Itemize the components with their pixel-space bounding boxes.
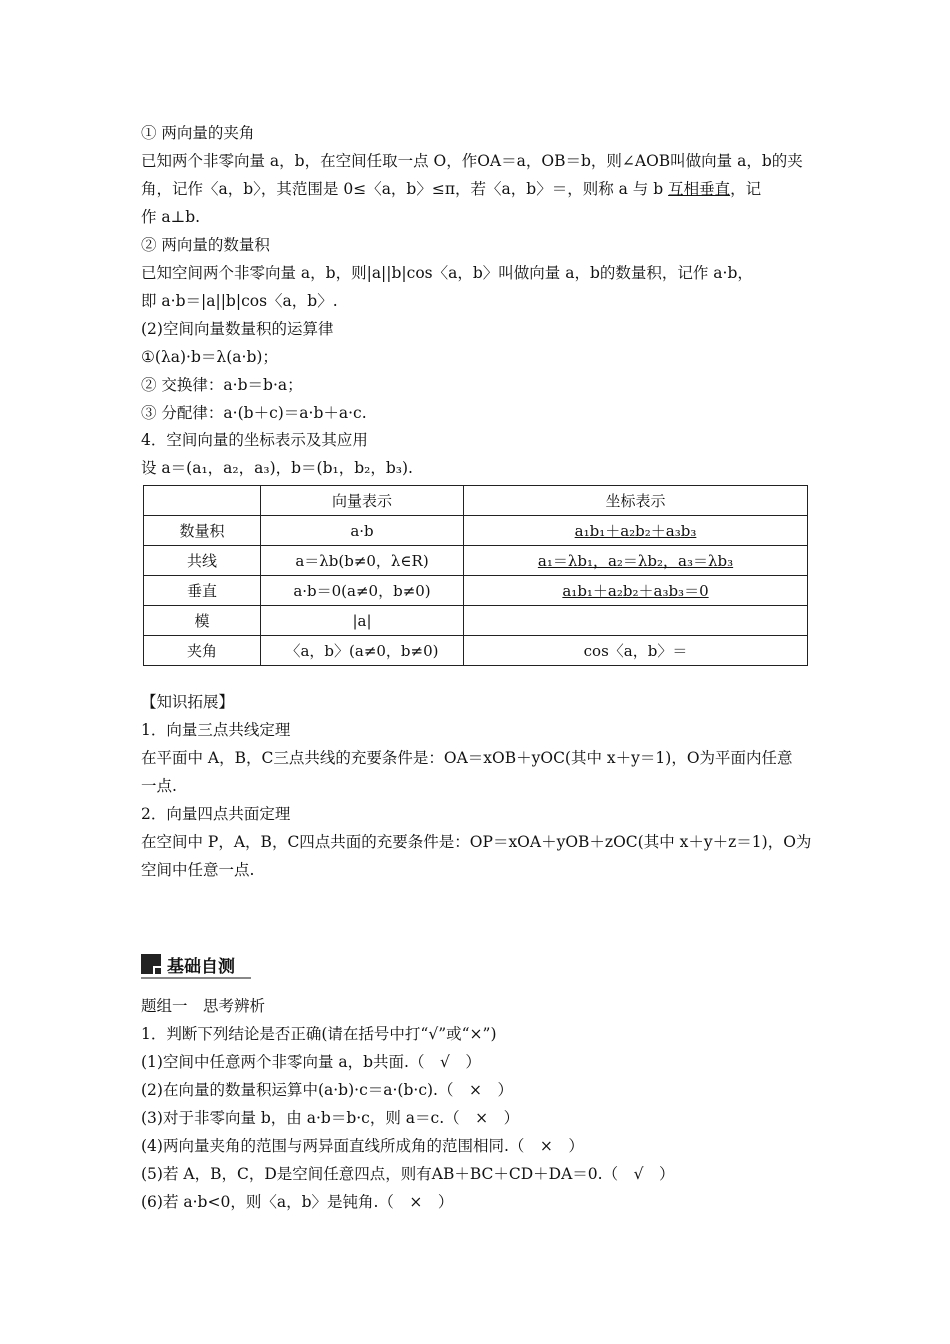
question-item: (1)空间中任意两个非零向量 a，b共面.（ √ ） <box>141 1053 481 1071</box>
table-header-cell <box>144 486 261 516</box>
theorem-coplanar-text-cont: 空间中任意一点. <box>141 861 255 879</box>
question-item: (6)若 a·b<0，则〈a，b〉是钝角.（ × ） <box>141 1193 454 1211</box>
law-commutative: ② 交换律：a·b＝b·a； <box>141 376 303 394</box>
table-row <box>144 546 808 576</box>
section-title: 基础自测 <box>167 956 235 977</box>
row-label: 垂直 <box>144 576 261 606</box>
blank-answer-perpendicular: 互相垂直 <box>668 180 731 198</box>
paragraph-angle-def-cont <box>141 179 761 199</box>
paragraph-angle-def: 已知两个非零向量 a，b，在空间任取一点 O，作OA＝a，OB＝b，则∠AOB叫做向量 a，b的夹 <box>141 152 803 170</box>
section-header <box>141 950 235 978</box>
paragraph-perp-notation: 作 a⊥b. <box>141 208 201 226</box>
subheading-angle: ① 两向量的夹角 <box>141 124 255 142</box>
row-label: 模 <box>144 606 261 636</box>
table-header-row <box>144 486 808 516</box>
question-1: 1．判断下列结论是否正确(请在括号中打“√”或“×”) <box>141 1025 497 1043</box>
answer-blank: a₁＝λb₁，a₂＝λb₂，a₃＝λb₃ <box>537 552 734 570</box>
question-item: (5)若 A，B，C，D是空间任意四点，则有AB＋BC＋CD＋DA＝0.（ √ ） <box>141 1165 675 1183</box>
coordinate-table <box>143 485 808 666</box>
paragraph-dot-def: 已知空间两个非零向量 a，b，则|a||b|cos〈a，b〉叫做向量 a，b的数量积，记作 a·b， <box>141 264 753 282</box>
section-square-icon <box>141 954 161 974</box>
law-distributive: ③ 分配律：a·(b＋c)＝a·b＋a·c. <box>141 404 367 422</box>
law-scalar: ①(λa)·b＝λ(a·b)； <box>141 348 278 366</box>
theorem-collinear-text: 在平面中 A，B，C三点共线的充要条件是：OA＝xOB＋yOC(其中 x＋y＝1)，O为平面内任意 <box>141 749 793 767</box>
section-underline <box>141 977 251 979</box>
text-span: ，记 <box>730 180 762 198</box>
table-row <box>144 606 808 636</box>
answer-blank: a₁b₁＋a₂b₂＋a₃b₃＝0 <box>562 582 709 600</box>
vector-form: a·b <box>261 516 464 546</box>
coordinate-form <box>464 576 808 606</box>
table-row <box>144 576 808 606</box>
theorem-collinear-title: 1．向量三点共线定理 <box>141 721 291 739</box>
row-label: 数量积 <box>144 516 261 546</box>
paragraph-coordinates: 设 a＝(a₁，a₂，a₃)，b＝(b₁，b₂，b₃). <box>141 459 413 477</box>
vector-form: |a| <box>261 606 464 636</box>
answer-blank: a₁b₁＋a₂b₂＋a₃b₃ <box>574 522 697 540</box>
theorem-collinear-text-cont: 一点. <box>141 777 177 795</box>
question-item: (2)在向量的数量积运算中(a·b)·c＝a·(b·c).（ × ） <box>141 1081 513 1099</box>
heading-coordinates: 4．空间向量的坐标表示及其应用 <box>141 431 368 449</box>
subheading-laws: (2)空间向量数量积的运算律 <box>141 320 334 338</box>
row-label: 夹角 <box>144 636 261 666</box>
subheading-dot-product: ② 两向量的数量积 <box>141 236 270 254</box>
text-span: 角，记作〈a，b〉，其范围是 0≤〈a，b〉≤π，若〈a，b〉＝，则称 a 与 b <box>141 180 669 198</box>
coordinate-form <box>464 606 808 636</box>
table-header-cell: 坐标表示 <box>464 486 808 516</box>
exercise-group-title: 题组一 思考辨析 <box>141 997 266 1015</box>
coordinate-form <box>464 546 808 576</box>
question-item: (4)两向量夹角的范围与两异面直线所成角的范围相同.（ × ） <box>141 1137 584 1155</box>
coordinate-form: cos〈a，b〉＝ <box>464 636 808 666</box>
table-row <box>144 516 808 546</box>
vector-form: 〈a，b〉(a≠0，b≠0) <box>261 636 464 666</box>
theorem-coplanar-text: 在空间中 P，A，B，C四点共面的充要条件是：OP＝xOA＋yOB＋zOC(其中 x＋y＋z＝1)，O为 <box>141 833 812 851</box>
vector-form: a＝λb(b≠0，λ∈R) <box>261 546 464 576</box>
vector-form: a·b＝0(a≠0，b≠0) <box>261 576 464 606</box>
theorem-coplanar-title: 2．向量四点共面定理 <box>141 805 291 823</box>
row-label: 共线 <box>144 546 261 576</box>
paragraph-dot-formula: 即 a·b＝|a||b|cos〈a，b〉. <box>141 292 338 310</box>
extension-title: 【知识拓展】 <box>141 693 235 711</box>
table-row <box>144 636 808 666</box>
question-item: (3)对于非零向量 b，由 a·b＝b·c，则 a＝c.（ × ） <box>141 1109 520 1127</box>
table-header-cell: 向量表示 <box>261 486 464 516</box>
coordinate-form <box>464 516 808 546</box>
